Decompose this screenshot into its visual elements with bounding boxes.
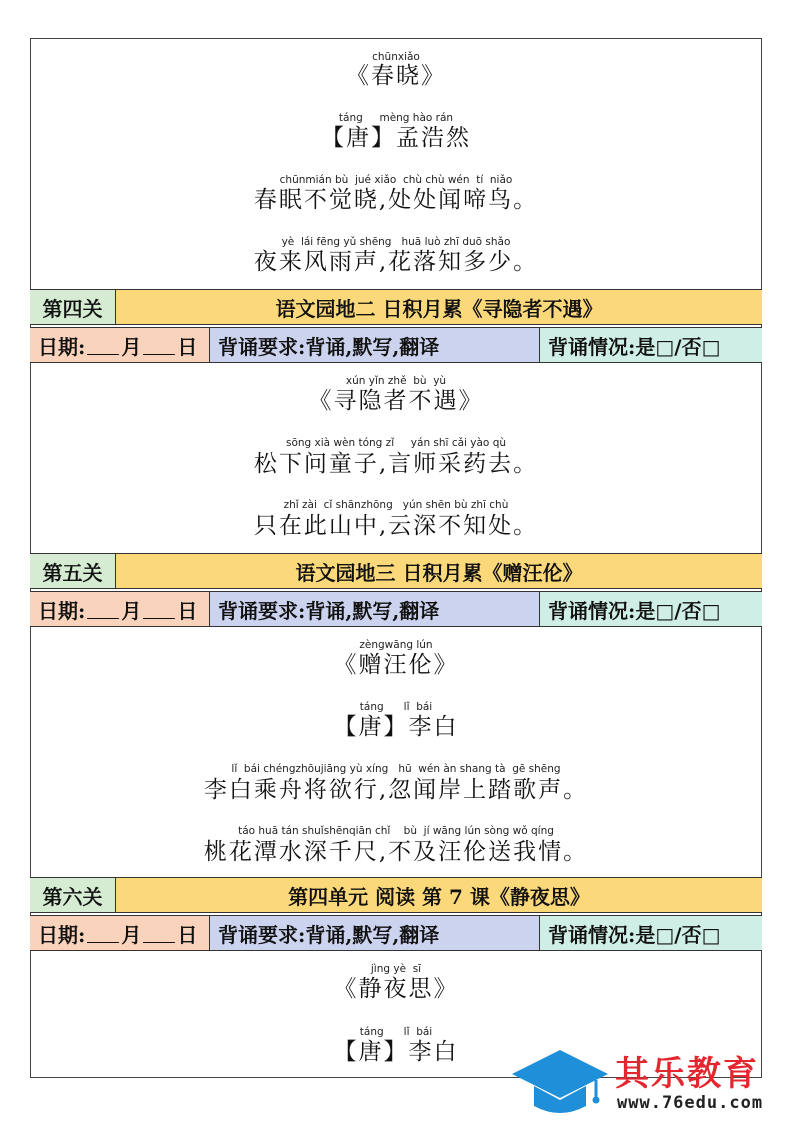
pinyin-line: zèngwāng lún: [359, 639, 433, 651]
date-field[interactable]: [30, 328, 210, 362]
level-header: [30, 553, 762, 589]
level-label: 第五关: [30, 554, 116, 588]
pinyin-line: chūnmián bù jué xiǎo chù chù wén tí niǎo: [279, 174, 513, 186]
level-label: 第四关: [30, 290, 116, 324]
poem-line: 桃花潭水深千尺,不及汪伦送我情。: [203, 839, 589, 865]
date-field[interactable]: [30, 592, 210, 626]
day-blank[interactable]: [143, 336, 175, 355]
level-title: 语文园地三 日积月累《赠汪伦》: [116, 554, 762, 588]
day-label: 日: [177, 922, 198, 947]
day-blank[interactable]: [143, 600, 175, 619]
pinyin-line: zhǐ zài cǐ shānzhōng yún shēn bù zhī chù: [283, 499, 509, 511]
month-blank[interactable]: [87, 600, 119, 619]
month-label: 月: [121, 922, 142, 947]
pinyin-line: táo huā tán shuǐshēnqiān chǐ bù jí wāng lún sòng wǒ qíng: [238, 825, 554, 837]
pinyin-line: jìng yè sī: [370, 963, 422, 975]
poem-line: 松下问童子,言师采药去。: [253, 451, 539, 477]
month-blank[interactable]: [87, 336, 119, 355]
level-header: [30, 289, 762, 325]
brand-url: www.76edu.com: [617, 1093, 764, 1113]
day-blank[interactable]: [143, 924, 175, 943]
pinyin-line: xún yǐn zhě bù yù: [345, 375, 447, 387]
poem-line: 夜来风雨声,花落知多少。: [253, 249, 539, 275]
recite-status[interactable]: 背诵情况:是□/否□: [540, 916, 762, 950]
requirement: 背诵要求:背诵,默写,翻译: [210, 916, 540, 950]
level-info-row: [30, 915, 762, 951]
poem-line: 李白乘舟将欲行,忽闻岸上踏歌声。: [203, 777, 589, 803]
month-label: 月: [121, 334, 142, 359]
date-label: 日期:: [38, 922, 86, 947]
pinyin-line: chūnxiǎo: [372, 51, 420, 63]
date-label: 日期:: [38, 598, 86, 623]
level-info-row: [30, 327, 762, 363]
recite-status[interactable]: 背诵情况:是□/否□: [540, 328, 762, 362]
brand-name: 其乐教育: [615, 1054, 759, 1094]
poem-title: 《寻隐者不遇》: [308, 388, 484, 414]
level-info-row: [30, 591, 762, 627]
day-label: 日: [177, 598, 198, 623]
pinyin-line: lǐ bái chéngzhōujiāng yù xíng hū wén àn shang tà gē shēng: [231, 763, 561, 775]
day-label: 日: [177, 334, 198, 359]
date-label: 日期:: [38, 334, 86, 359]
poem-line: 春眠不觉晓,处处闻啼鸟。: [253, 187, 539, 213]
poem-line: 只在此山中,云深不知处。: [253, 513, 539, 539]
pinyin-line: táng lǐ bái: [359, 1026, 433, 1038]
level-title: 第四单元 阅读 第 7 课《静夜思》: [116, 878, 762, 912]
pinyin-line: táng mèng hào rán: [338, 112, 454, 124]
recite-status[interactable]: 背诵情况:是□/否□: [540, 592, 762, 626]
level-label: 第六关: [30, 878, 116, 912]
month-blank[interactable]: [87, 924, 119, 943]
requirement: 背诵要求:背诵,默写,翻译: [210, 328, 540, 362]
poem-title: 《春晓》: [346, 63, 446, 89]
level-title: 语文园地二 日积月累《寻隐者不遇》: [116, 290, 762, 324]
pinyin-line: sōng xià wèn tóng zǐ yán shī cǎi yào qù: [285, 437, 507, 449]
poem-author: 【唐】李白: [333, 714, 459, 740]
pinyin-line: táng lǐ bái: [359, 701, 433, 713]
poem-title: 《静夜思》: [333, 976, 459, 1002]
month-label: 月: [121, 598, 142, 623]
level-header: [30, 877, 762, 913]
poem-title: 《赠汪伦》: [333, 652, 459, 678]
poem-author: 【唐】孟浩然: [321, 125, 471, 151]
requirement: 背诵要求:背诵,默写,翻译: [210, 592, 540, 626]
pinyin-line: yè lái fēng yǔ shēng huā luò zhī duō shǎo: [281, 236, 511, 248]
date-field[interactable]: [30, 916, 210, 950]
poem-author: 【唐】李白: [333, 1039, 459, 1065]
